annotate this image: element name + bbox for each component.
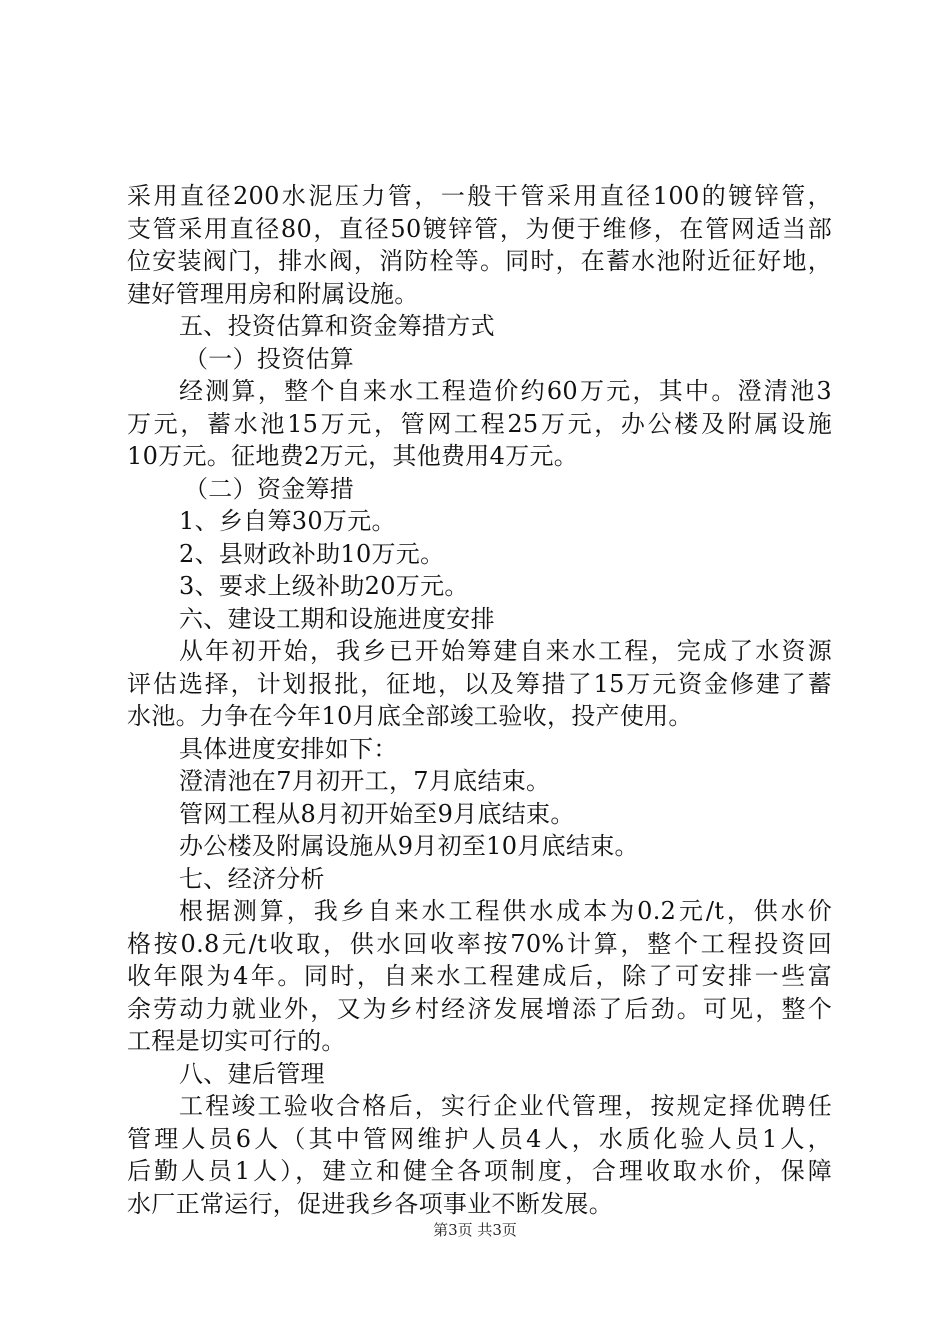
text-line: 10万元。征地费2万元，其他费用4万元。	[127, 442, 579, 470]
text-line: 支管采用直径80，直径50镀锌管，为便于维修，在管网适当部	[127, 214, 832, 243]
section-heading: 六、建设工期和设施进度安排	[179, 604, 495, 633]
section-heading: 八、建后管理	[179, 1059, 325, 1088]
list-item: 1、乡自筹30万元。	[179, 507, 396, 535]
text-line: 余劳动力就业外，又为乡村经济发展增添了后劲。可见，整个	[127, 994, 832, 1023]
text-line: 后勤人员1人），建立和健全各项制度，合理收取水价，保障	[127, 1157, 832, 1185]
subsection-heading: （一）投资估算	[184, 344, 355, 373]
schedule-item: 管网工程从8月初开始至9月底结束。	[179, 799, 575, 828]
document-body	[127, 180, 832, 1220]
schedule-item: 澄清池在7月初开工，7月底结束。	[179, 767, 551, 795]
text-line: 位安装阀门，排水阀，消防栓等。同时，在蓄水池附近征好地，	[127, 247, 832, 275]
list-item: 2、县财政补助10万元。	[179, 539, 445, 568]
text-line: 采用直径200水泥压力管，一般干管采用直径100的镀锌管，	[127, 182, 832, 210]
text-line: 评估选择，计划报批，征地，以及筹措了15万元资金修建了蓄	[127, 669, 832, 698]
text-line: 工程竣工验收合格后，实行企业代管理，按规定择优聘任	[179, 1092, 832, 1120]
text-line: 格按0.8元/t收取，供水回收率按70%计算，整个工程投资回	[127, 929, 832, 958]
text-line: 具体进度安排如下：	[179, 734, 398, 763]
section-heading: 七、经济分析	[179, 864, 325, 893]
schedule-item: 办公楼及附属设施从9月初至10月底结束。	[179, 832, 639, 860]
list-item: 3、要求上级补助20万元。	[179, 572, 469, 600]
text-line: 万元，蓄水池15万元，管网工程25万元，办公楼及附属设施	[127, 409, 832, 438]
text-line: 建好管理用房和附属设施。	[127, 279, 419, 308]
subsection-heading: （二）资金筹措	[184, 474, 355, 503]
text-line: 水池。力争在今年10月底全部竣工验收，投产使用。	[127, 702, 693, 730]
page-number-footer: 第3页 共3页	[433, 1221, 517, 1239]
text-line: 从年初开始，我乡已开始筹建自来水工程，完成了水资源	[179, 637, 832, 665]
text-line: 工程是切实可行的。	[127, 1027, 346, 1055]
text-line: 经测算，整个自来水工程造价约60万元，其中。澄清池3	[179, 377, 832, 405]
text-line: 根据测算，我乡自来水工程供水成本为0.2元/t，供水价	[179, 897, 832, 925]
text-line: 管理人员6人（其中管网维护人员4人，水质化验人员1人，	[127, 1124, 832, 1153]
text-line: 收年限为4年。同时，自来水工程建成后，除了可安排一些富	[127, 962, 832, 990]
text-line: 水厂正常运行，促进我乡各项事业不断发展。	[127, 1189, 613, 1218]
section-heading: 五、投资估算和资金筹措方式	[179, 312, 495, 340]
